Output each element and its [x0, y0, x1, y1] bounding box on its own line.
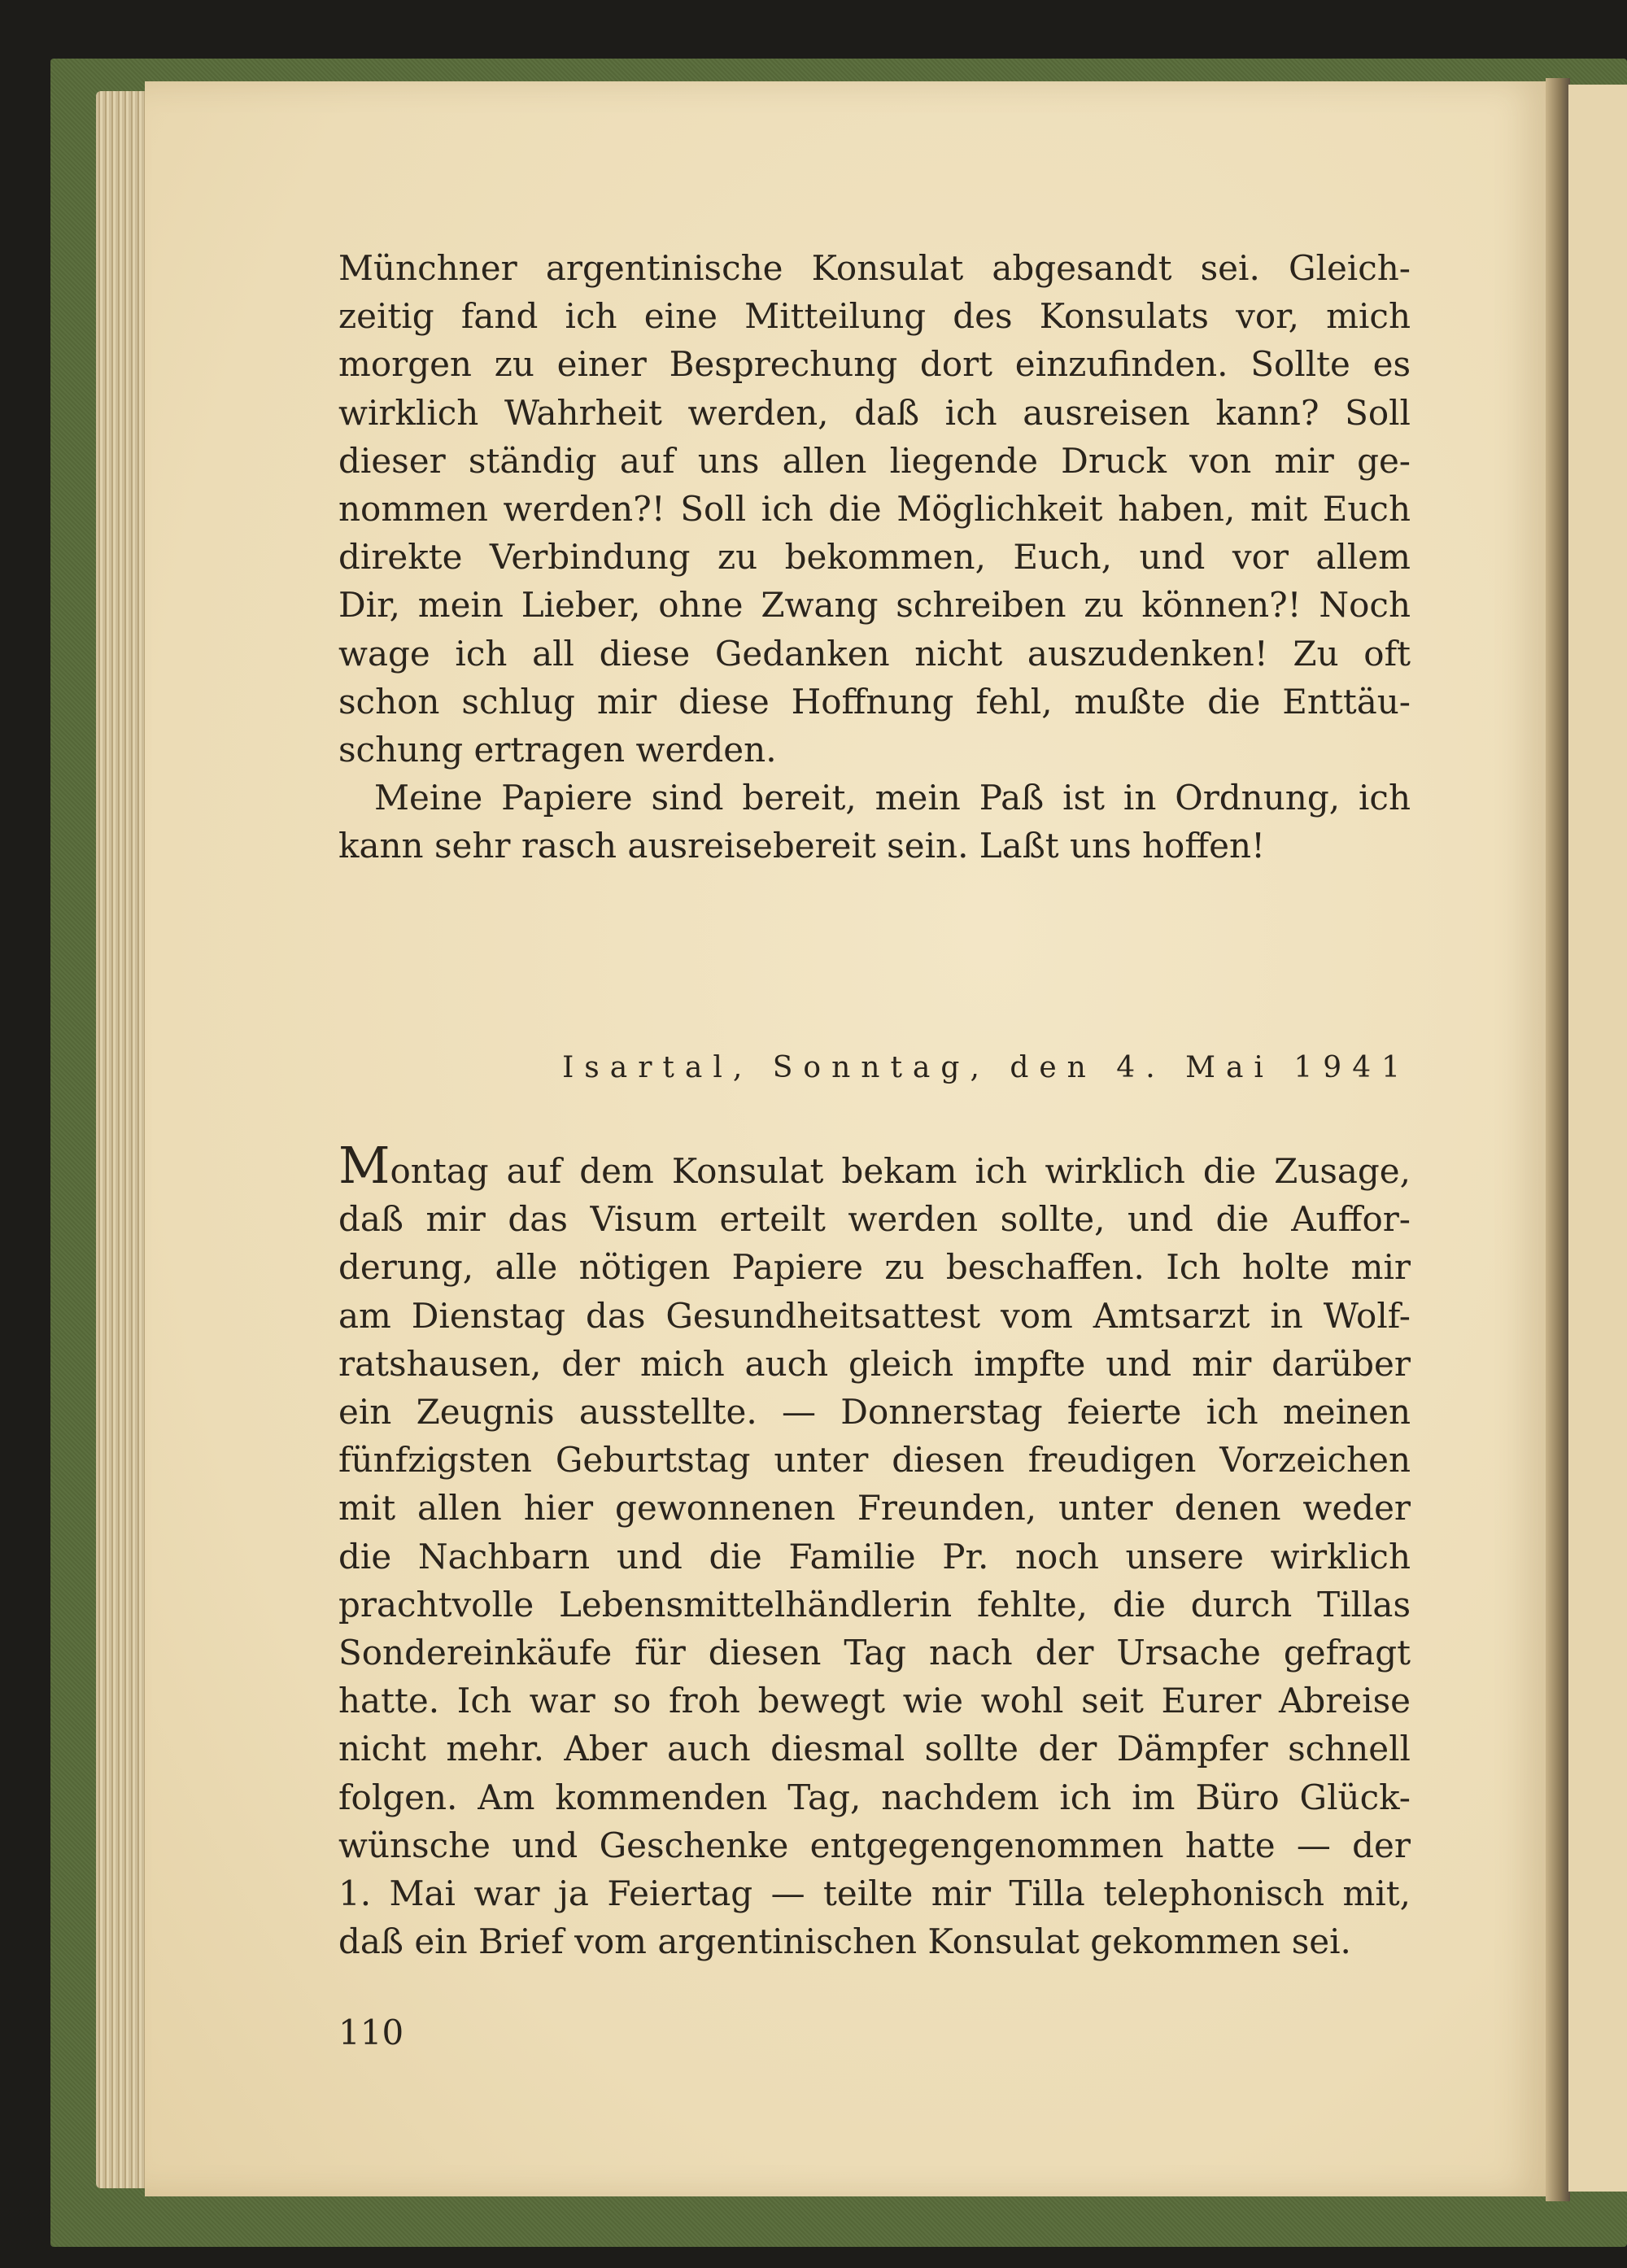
text-line: ratshausen, der mich auch gleich impfte und mir darüber: [338, 1343, 1411, 1384]
paragraph-papers: [338, 774, 1411, 870]
text-line: wünsche und Geschenke entgegengenommen hatte — der: [338, 1825, 1411, 1865]
text-line: zeitig fand ich eine Mitteilung des Konsulats vor, mich: [338, 296, 1411, 337]
text-line: mit allen hier gewonnenen Freunden, unter denen weder: [338, 1488, 1411, 1529]
text-line: wage ich all diese Gedanken nicht auszudenken! Zu oft: [338, 633, 1411, 674]
text-line: ontag auf dem Konsulat bekam ich wirklich die Zusage,: [390, 1151, 1411, 1191]
text-line: derung, alle nötigen Papiere zu beschaffen. Ich holte mir: [338, 1247, 1411, 1288]
drop-cap: M: [338, 1136, 390, 1195]
text-line: morgen zu einer Besprechung dort einzufinden. Sollte es: [338, 344, 1411, 385]
text-line: hatte. Ich war so froh bewegt wie wohl seit Eurer Abreise: [338, 1681, 1411, 1721]
text-line: direkte Verbindung zu bekommen, Euch, und vor allem: [338, 537, 1411, 578]
text-line: folgen. Am kommenden Tag, nachdem ich im Büro Glück-: [338, 1777, 1411, 1817]
text-line: daß mir das Visum erteilt werden sollte, und die Auffor-: [338, 1199, 1411, 1240]
text-line: daß ein Brief vom argentinischen Konsulat gekommen sei.: [338, 1921, 1351, 1962]
text-line: ein Zeugnis ausstellte. — Donnerstag feierte ich meinen: [338, 1392, 1411, 1433]
text-line: kann sehr rasch ausreisebereit sein. Laßt uns hoffen!: [338, 826, 1265, 866]
text-line: am Dienstag das Gesundheitsattest vom Amtsarzt in Wolf-: [338, 1295, 1411, 1336]
text-line: fünfzigsten Geburtstag unter diesen freudigen Vorzeichen: [338, 1440, 1411, 1481]
entry-first-line: [338, 1136, 1411, 1195]
text-line: 1. Mai war ja Feiertag — teilte mir Tilla telephonisch mit,: [338, 1873, 1411, 1914]
text-line: Münchner argentinische Konsulat abgesandt sei. Gleich-: [338, 248, 1411, 288]
page-body-top: [338, 244, 1411, 870]
text-line: Meine Papiere sind bereit, mein Paß ist in Ordnung, ich: [374, 778, 1411, 818]
text-line: nicht mehr. Aber auch diesmal sollte der Dämpfer schnell: [338, 1729, 1411, 1769]
text-line: Dir, mein Lieber, ohne Zwang schreiben zu können?! Noch: [338, 585, 1411, 626]
paragraph-continuation: [338, 244, 1411, 774]
text-line: dieser ständig auf uns allen liegende Druck von mir ge-: [338, 440, 1411, 481]
entry-dateline: Isartal, Sonntag, den 4. Mai 1941: [562, 1051, 1411, 1084]
text-line: Sondereinkäufe für diesen Tag nach der Ursache gefragt: [338, 1633, 1411, 1673]
book-gutter: [1546, 78, 1570, 2201]
text-line: schon schlug mir diese Hoffnung fehl, mußte die Enttäu-: [338, 681, 1411, 722]
page-number: 110: [338, 2013, 404, 2052]
text-line: die Nachbarn und die Familie Pr. noch unsere wirklich: [338, 1536, 1411, 1577]
text-line: schung ertragen werden.: [338, 730, 777, 770]
text-line: wirklich Wahrheit werden, daß ich ausreisen kann? Soll: [338, 392, 1411, 433]
diary-entry: [338, 1136, 1411, 1965]
next-page-edge: [1568, 85, 1627, 2192]
text-line: nommen werden?! Soll ich die Möglichkeit haben, mit Euch: [338, 489, 1411, 530]
text-line: prachtvolle Lebensmittelhändlerin fehlte, die durch Tillas: [338, 1584, 1411, 1625]
